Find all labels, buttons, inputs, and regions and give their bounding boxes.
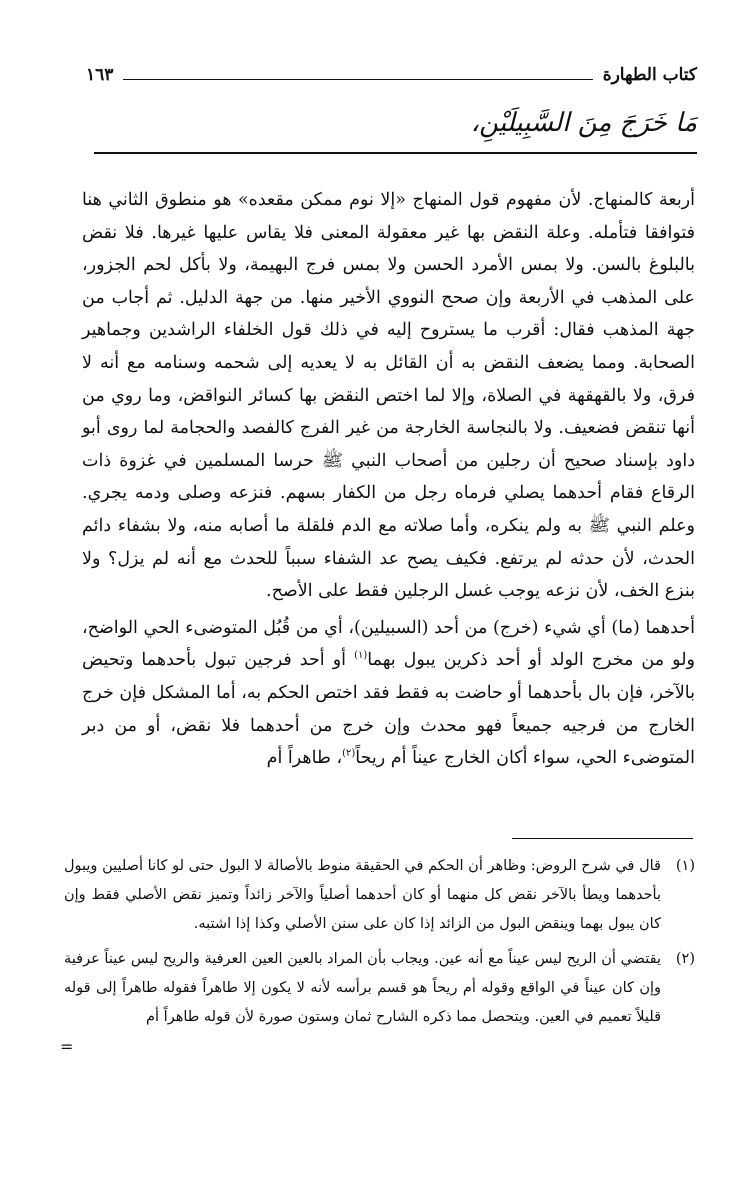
continuation-mark: = — [60, 1037, 74, 1056]
footnote-1 — [64, 852, 695, 939]
paragraph-1: أربعة كالمنهاج. لأن مفهوم قول المنهاج «إلا نوم ممكن مقعده» هو منطوق الثاني هنا فتوافقا فتأمله. وعلة النقض بها غير معقولة المعنى فلا يقاس عليها غيرها. فلا نقض بالبلوغ بالسن. ولا بمس الأمرد الحسن ولا بمس فرج البهيمة، ولا بأكل لحم الجزور، على المذهب في الأربعة وإن صحح النووي الأخير منها. من جهة الدليل. ثم أجاب من جهة المذهب فقال: أقرب ما يستروح إليه في ذلك قول الخلفاء الراشدين وجماهير الصحابة. ومما يضعف النقض به أن القائل به لا يعديه إلى شحمه وسنامه مع أنه لا فرق، ولا بالقهقهة في الصلاة، وإلا لما اختص النقض بها كسائر النواقض، وما روي من أنها تنقض فضعيف. ولا بالنجاسة الخارجة من غير الفرج كالفصد والحجامة لما روى أبو داود بإسناد صحيح أن رجلين من أصحاب النبي ﷺ حرسا المسلمين في غزوة ذات الرقاع فقام أحدهما يصلي فرماه رجل من الكفار بسهم. فنزعه وصلى ودمه يجري. وعلم النبي ﷺ به ولم ينكره، وأما صلاته مع الدم فلقلة ما أصابه منه، ولا بشفاء دائم الحدث، لأن حدثه لم يرتفع. فكيف يصح عد الشفاء سبباً للحدث مع أنه لم يزل؟ ولا بنزع الخف، لأن نزعه يوجب غسل الرجلين فقط على الأصح. — [82, 190, 695, 602]
footnote-mark: (٢) — [675, 951, 695, 967]
footnote-2 — [64, 945, 695, 1032]
heading-rule — [94, 152, 697, 154]
header-rule — [123, 79, 592, 80]
footnotes — [64, 852, 695, 1038]
footnote-ref-2: (٢) — [342, 748, 356, 760]
running-header — [86, 60, 697, 90]
footnote-text: يقتضي أن الريح ليس عيناً مع أنه عين. ويجاب بأن المراد بالعين العين العرفية والريح ليس عيناً عرفية وإن كان عيناً في الواقع وقوله أم ريحاً هو قسم برأسه لأنه لا يكون إلا طاهراً فقوله طاهراً إلى قوله قليلاً تعميم في العين. ويتحصل مما ذكره الشارح ثمان وستون صورة لأن قوله طاهراً أم — [64, 951, 661, 1025]
chapter-heading: مَا خَرَجَ مِنَ السَّبِيلَيْنِ، — [470, 108, 697, 138]
paragraph-2-part-a: أحدهما (ما) أي شيء (خرج) من أحد (السبيلين)، أي من قُبُل المتوضىء الحي الواضح، ولو من مخرج الولد أو أحد ذكرين يبول بهما — [82, 617, 695, 671]
footnote-text: قال في شرح الروض: وظاهر أن الحكم في الحقيقة منوط بالأصالة لا البول حتى لو كانا أصليين ويبول بأحدهما ويطأ بالآخر نقض كل منهما أو كان أحدهما أصلياً والآخر زائداً وتميز نقض الأصلي فقط وإن كان يبول بهما وينقض البول من الزائد إذا كان على سنن الأصلي وكذا إذا اشتبه. — [64, 858, 661, 932]
paragraph-2-part-b: أو أحد فرجين تبول بأحدهما وتحيض بالآخر، فإن بال بأحدهما أو حاضت به فقط فقد اختص الحكم به، أما المشكل فإن خرج الخارج من فرجيه جميعاً فهو محدث وإن خرج من أحدهما فلا نقض، أو من دبر المتوضىء الحي، سواء أكان الخارج عيناً أم ريحاً — [82, 650, 695, 769]
paragraph-2 — [82, 612, 695, 775]
footnote-ref-1: (١) — [354, 650, 368, 662]
footnote-separator — [512, 838, 693, 839]
paragraph-2-part-c: ، طاهراً أم — [266, 748, 343, 769]
book-title: كتاب الطهارة — [602, 65, 697, 85]
footnote-mark: (١) — [675, 858, 695, 874]
main-text — [82, 184, 695, 775]
page-number: ١٦٣ — [86, 65, 114, 85]
